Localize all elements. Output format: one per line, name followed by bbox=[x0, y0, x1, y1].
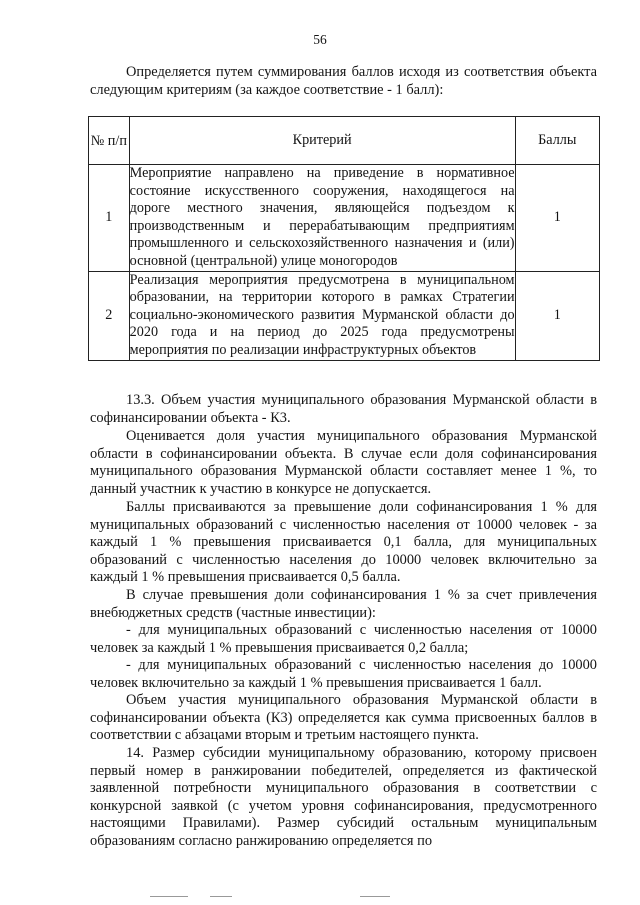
intro-paragraph: Определяется путем суммирования баллов исходя из соответствия объекта следующим критериям (за каждое соответствие - 1 балл): bbox=[90, 64, 597, 98]
paragraph-share: Оценивается доля участия муниципального образования Мурманской области в софинансировании объекта. В случае если доля софинансирования муниципального образования Мурманской области составляет менее 1 %, то данный участник к участию в конкурсе не допускается. bbox=[90, 428, 597, 497]
paragraph-14: 14. Размер субсидии муниципальному образованию, которому присвоен первый номер в ранжировании победителей, определяется из фактической заявленной потребности муниципального образования в соответствии с конкурсной заявкой (с учетом уровня софинансирования, предусмотренного настоящими Правилами). Размер субсидий остальным муниципальным образованиям согласно ранжированию определяется по bbox=[90, 745, 597, 849]
row-score: 1 bbox=[515, 271, 599, 360]
header-criterion: Критерий bbox=[129, 117, 515, 165]
page-number: 56 bbox=[313, 32, 327, 47]
header-num: № п/п bbox=[89, 117, 130, 165]
paragraph-k3-sum: Объем участия муниципального образования Мурманской области в софинансировании объекта (К3) определяется как сумма присвоенных баллов в соответствии с абзацами вторым и третьим настоящего пункта. bbox=[90, 692, 597, 744]
paragraph-points: Баллы присваиваются за превышение доли софинансирования 1 % для муниципальных образований с численностью населения от 10000 человек - за каждый 1 % превышения присваивается 0,1 балла, для муниципальных образований с численностью населения до 10000 человек включительно за каждый 1 % превышения присваивается 0,5 балла. bbox=[90, 499, 597, 586]
list-item: - для муниципальных образований с численностью населения от 10000 человек за каждый 1 % превышения присваивается 0,2 балла; bbox=[90, 622, 597, 656]
page-edge-marks bbox=[150, 896, 450, 898]
table-header-row bbox=[89, 117, 600, 165]
criteria-table bbox=[88, 116, 600, 361]
row-criterion: Мероприятие направлено на приведение в нормативное состояние искусственного сооружения, находящегося на дороге местного значения, являющейся подъездом к производственным и перерабатывающим предприятиям промышленного и сельскохозяйственного назначения и (или) основной (центральной) улице моногородов bbox=[129, 165, 515, 272]
row-score: 1 bbox=[515, 165, 599, 272]
table-row bbox=[89, 165, 600, 272]
row-num: 1 bbox=[89, 165, 130, 272]
row-num: 2 bbox=[89, 271, 130, 360]
header-score: Баллы bbox=[515, 117, 599, 165]
table-row bbox=[89, 271, 600, 360]
paragraph-13-3: 13.3. Объем участия муниципального образования Мурманской области в софинансировании объекта - К3. bbox=[90, 392, 597, 426]
row-criterion: Реализация мероприятия предусмотрена в муниципальном образовании, на территории которого в рамках Стратегии социально-экономического развития Мурманской области до 2020 года и на период до 2025 года предусмотрены мероприятия по реализации инфраструктурных объектов bbox=[129, 271, 515, 360]
paragraph-extrabudget: В случае превышения доли софинансирования 1 % за счет привлечения внебюджетных средств (частные инвестиции): bbox=[90, 587, 597, 621]
list-item: - для муниципальных образований с численностью населения до 10000 человек включительно за каждый 1 % превышения присваивается 1 балл. bbox=[90, 657, 597, 691]
